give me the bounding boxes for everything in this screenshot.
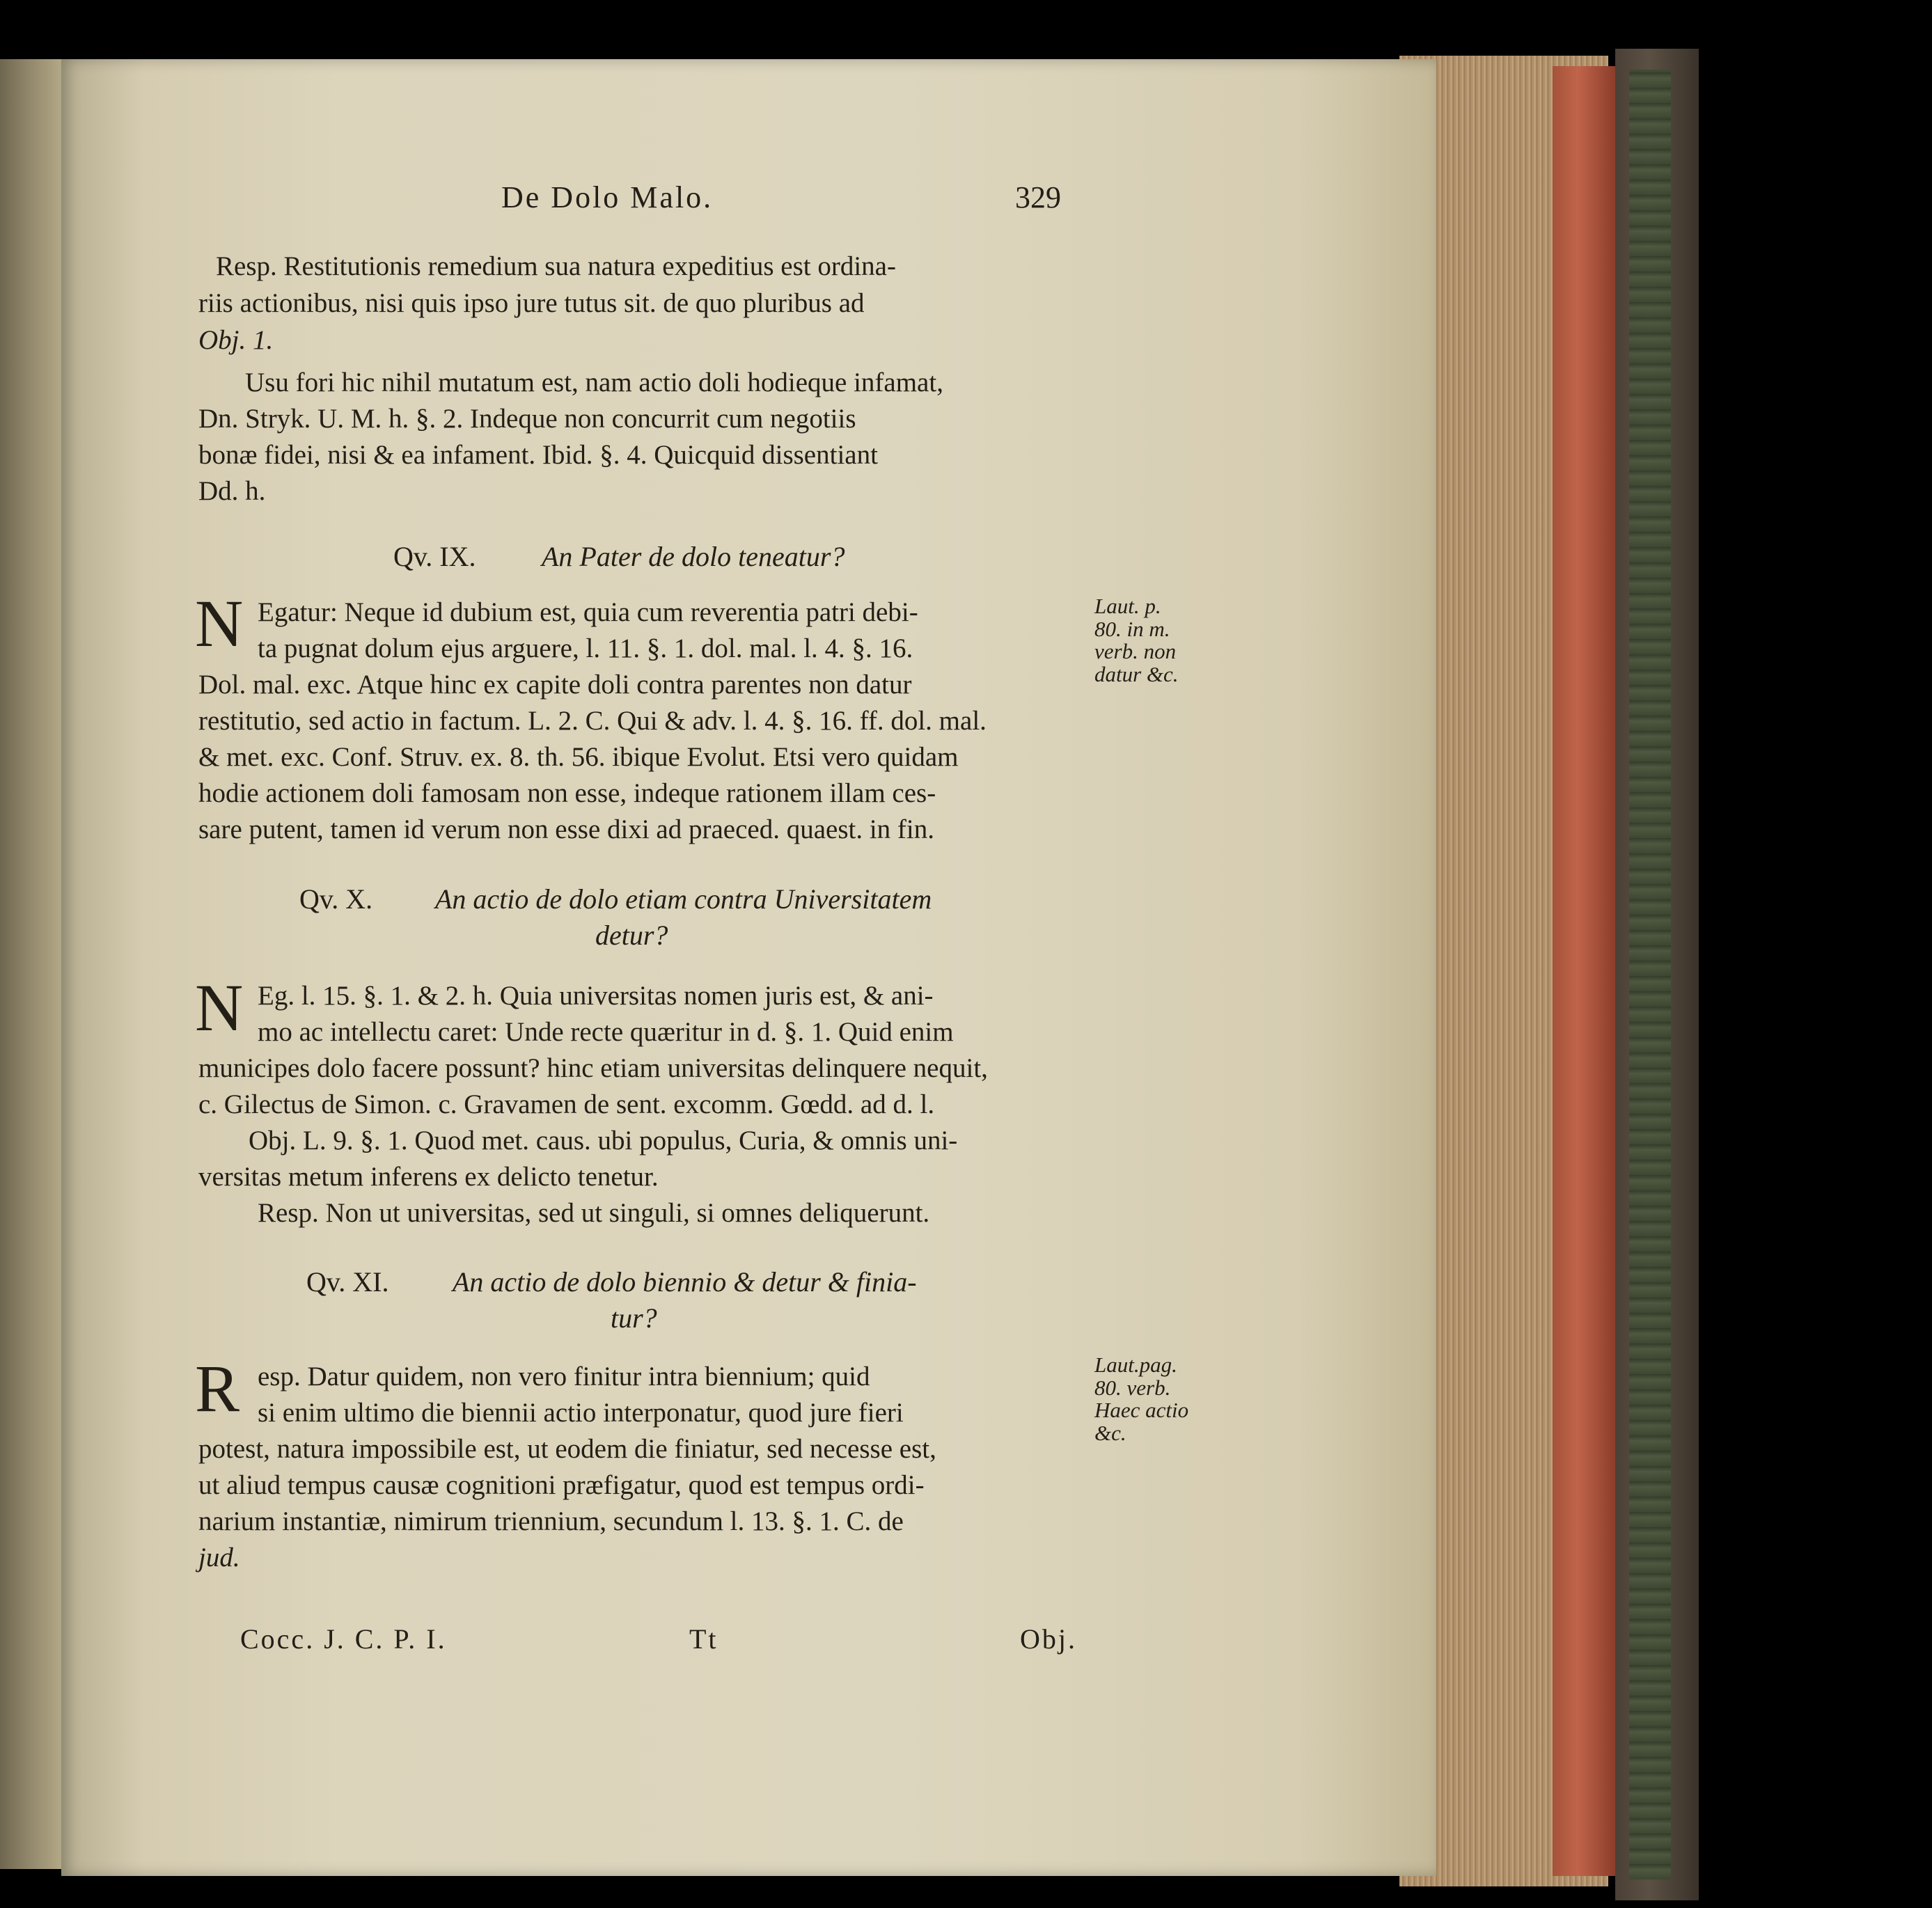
question-title: detur? bbox=[595, 920, 668, 951]
body-line: & met. exc. Conf. Struv. ex. 8. th. 56. ibique Evolut. Etsi vero quidam bbox=[198, 742, 959, 772]
margin-note-line: 80. in m. bbox=[1094, 616, 1170, 641]
question-number: Qv. XI. bbox=[306, 1266, 389, 1298]
catchword: Obj. bbox=[1020, 1623, 1077, 1655]
body-line: mo ac intellectu caret: Unde recte quæritur in d. §. 1. Quid enim bbox=[258, 1017, 954, 1047]
body-line: hodie actionem doli famosam non esse, indeque rationem illam ces- bbox=[198, 778, 936, 808]
body-line: narium instantiæ, nimirum triennium, secundum l. 13. §. 1. C. de bbox=[198, 1506, 904, 1536]
signature-mark: Cocc. J. C. P. I. bbox=[240, 1623, 447, 1655]
margin-note bbox=[1094, 1354, 1188, 1444]
left-page-edge bbox=[0, 59, 63, 1869]
margin-note bbox=[1094, 595, 1179, 686]
question-number: Qv. IX. bbox=[393, 541, 476, 572]
running-title: De Dolo Malo. bbox=[501, 180, 714, 214]
page-number: 329 bbox=[1015, 180, 1061, 214]
body-line: c. Gilectus de Simon. c. Gravamen de sent. excomm. Gœdd. ad d. l. bbox=[198, 1089, 935, 1119]
body-line: Resp. Restitutionis remedium sua natura expeditius est ordina- bbox=[216, 251, 896, 281]
margin-note-line: Laut.pag. bbox=[1094, 1353, 1177, 1377]
margin-note-line: verb. non bbox=[1094, 639, 1177, 664]
body-line: Dn. Stryk. U. M. h. §. 2. Indeque non concurrit cum negotiis bbox=[198, 404, 856, 434]
margin-note-line: Haec actio bbox=[1094, 1398, 1189, 1423]
body-line: potest, natura impossibile est, ut eodem die finiatur, sed necesse est, bbox=[198, 1434, 936, 1464]
body-line: municipes dolo facere possunt? hinc etiam universitas delinquere nequit, bbox=[198, 1053, 988, 1083]
initial-letter: N bbox=[195, 970, 244, 1045]
question-title: An Pater de dolo teneatur? bbox=[542, 541, 845, 572]
margin-note-line: Laut. p. bbox=[1094, 594, 1161, 618]
question-title: An actio de dolo etiam contra Universitatem bbox=[435, 883, 932, 915]
signature-letters: Tt bbox=[689, 1623, 718, 1655]
question-number: Qv. X. bbox=[299, 883, 373, 915]
body-line: Obj. 1. bbox=[198, 325, 274, 355]
cover-marbling bbox=[1629, 70, 1671, 1879]
question-title: An actio de dolo biennio & detur & finia- bbox=[453, 1266, 917, 1298]
body-line: riis actionibus, nisi quis ipso jure tutus sit. de quo pluribus ad bbox=[198, 288, 865, 318]
margin-note-line: &c. bbox=[1094, 1420, 1126, 1445]
margin-note-line: 80. verb. bbox=[1094, 1375, 1171, 1400]
margin-note-line: datur &c. bbox=[1094, 661, 1179, 686]
question-title: tur? bbox=[611, 1302, 657, 1334]
body-line: restitutio, sed actio in factum. L. 2. C. Qui & adv. l. 4. §. 16. ff. dol. mal. bbox=[198, 706, 987, 736]
initial-letter: N bbox=[195, 586, 244, 661]
body-line: esp. Datur quidem, non vero finitur intra biennium; quid bbox=[258, 1362, 870, 1391]
body-line: si enim ultimo die biennii actio interponatur, quod jure fieri bbox=[258, 1398, 904, 1428]
body-line: Usu fori hic nihil mutatum est, nam actio doli hodieque infamat, bbox=[245, 368, 943, 397]
body-line: Obj. L. 9. §. 1. Quod met. caus. ubi populus, Curia, & omnis uni- bbox=[249, 1126, 958, 1156]
body-line: jud. bbox=[198, 1543, 240, 1572]
body-line: sare putent, tamen id verum non esse dixi ad praeced. quaest. in fin. bbox=[198, 814, 934, 844]
body-line: Eg. l. 15. §. 1. & 2. h. Quia universitas nomen juris est, & ani- bbox=[258, 981, 934, 1011]
body-line: Dol. mal. exc. Atque hinc ex capite doli contra parentes non datur bbox=[198, 670, 912, 700]
body-line: ta pugnat dolum ejus arguere, l. 11. §. 1. dol. mal. l. 4. §. 16. bbox=[258, 633, 913, 663]
body-line: Dd. h. bbox=[198, 476, 266, 506]
body-line: ut aliud tempus causæ cognitioni præfigatur, quod est tempus ordi- bbox=[198, 1470, 925, 1500]
red-sprinkled-edge bbox=[1553, 66, 1615, 1876]
body-line: versitas metum inferens ex delicto tenetur. bbox=[198, 1162, 659, 1192]
initial-letter: R bbox=[195, 1351, 240, 1426]
body-line: Egatur: Neque id dubium est, quia cum reverentia patri debi- bbox=[258, 597, 918, 627]
body-line: Resp. Non ut universitas, sed ut singuli, si omnes deliquerunt. bbox=[258, 1198, 930, 1228]
body-line: bonæ fidei, nisi & ea infament. Ibid. §. 4. Quicquid dissentiant bbox=[198, 440, 878, 470]
